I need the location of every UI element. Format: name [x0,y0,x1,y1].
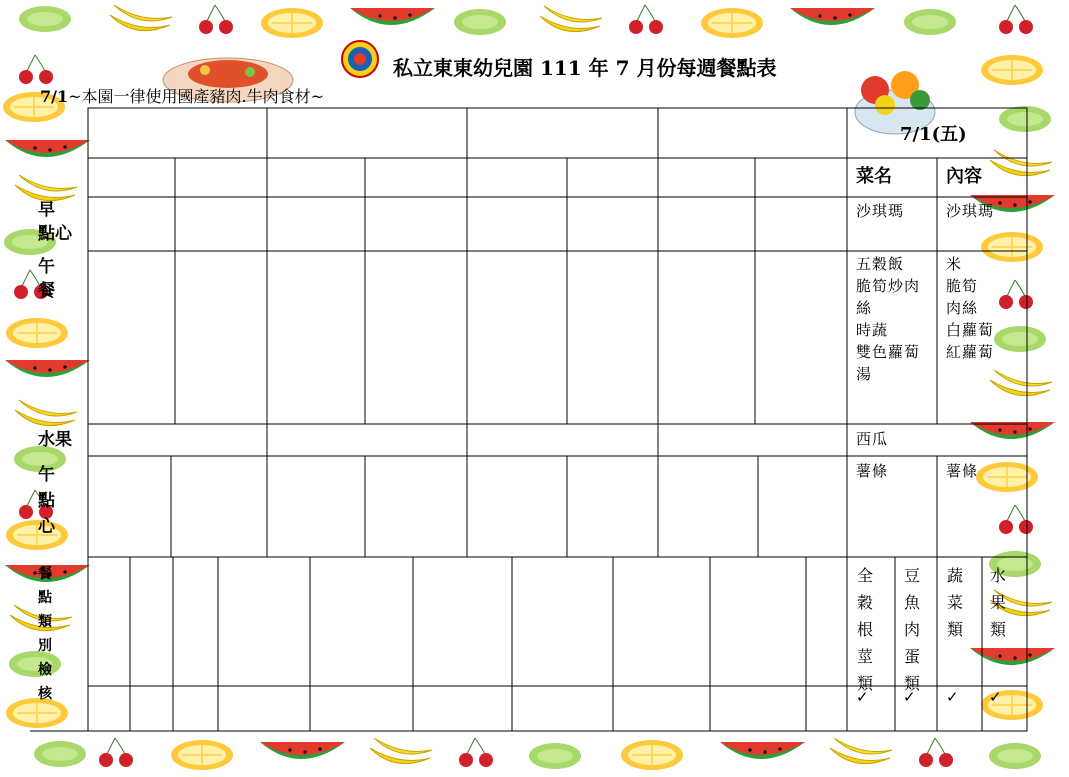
row-label-breakfast-2: 點心 [38,224,72,244]
row-label-snack-2: 點 [38,491,55,511]
row-label-check-5: 檢 [38,662,52,678]
note-date: 7/1 [40,87,69,106]
note-text: ~本園一律使用國產豬肉.牛肉食材~ [68,87,325,106]
check-vegetables: ✓ [946,688,959,706]
breakfast-dish: 沙琪瑪 [856,202,905,220]
school-logo [330,40,390,78]
row-label-check-1: 餐 [38,566,52,582]
row-label-check-2: 點 [38,590,52,606]
row-label-fruit: 水果 [38,430,72,450]
row-label-check-6: 核 [38,686,52,702]
row-label-check-4: 別 [38,638,52,654]
row-label-check [38,562,52,706]
row-label-lunch-2: 餐 [38,281,55,301]
column-header-dish: 菜名 [856,166,892,187]
snack-dish: 薯條 [856,462,889,480]
row-label-lunch-1: 午 [38,257,55,277]
note [40,84,324,107]
row-label-lunch [38,255,55,303]
row-label-check-3: 類 [38,614,52,630]
food-group-vegetables: 蔬 菜 類 [946,566,963,639]
food-group-grains: 全 穀 根 莖 類 [856,566,873,693]
lunch-dishes: 五穀飯 脆筍炒肉 絲 時蔬 雙色蘿蔔 湯 [856,255,921,383]
lunch-contents: 米 脆筍 肉絲 白蘿蔔 紅蘿蔔 [946,255,995,361]
food-group-fruit: 水 果 類 [989,566,1006,639]
day-header: 7/1(五) [900,124,967,145]
row-label-snack [38,462,55,540]
row-label-snack-1: 午 [38,465,55,485]
row-label-snack-3: 心 [38,517,55,537]
check-grains: ✓ [856,688,869,706]
food-group-protein: 豆 魚 肉 蛋 類 [903,566,920,693]
page-title: 私立東東幼兒園 111 年 7 月份每週餐點表 [393,56,777,80]
fruit-item: 西瓜 [856,430,889,448]
check-fruit: ✓ [989,688,1002,706]
column-header-content: 內容 [946,166,982,187]
row-label-breakfast-1: 早 [38,200,55,220]
breakfast-content: 沙琪瑪 [946,202,995,220]
check-protein: ✓ [903,688,916,706]
row-label-breakfast [38,198,72,246]
snack-content: 薯條 [946,462,979,480]
